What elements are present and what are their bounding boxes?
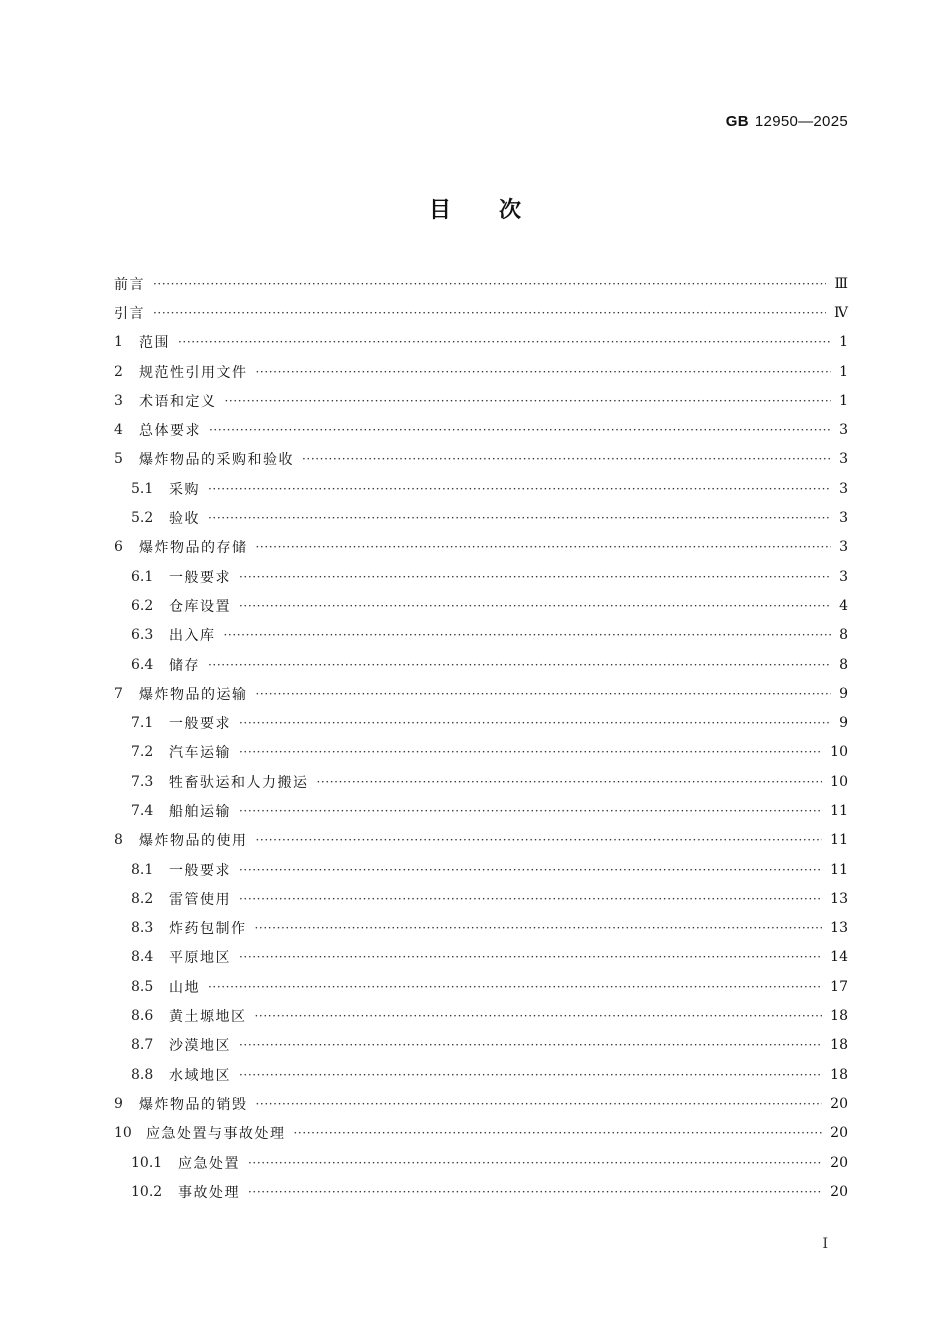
toc-entry-page: 3 <box>839 480 848 497</box>
toc-entry-label: 应急处置 <box>178 1155 240 1172</box>
toc-entry-number: 6.4 <box>131 656 154 673</box>
dot-leader <box>239 892 822 906</box>
dot-leader <box>239 1068 822 1082</box>
toc-entry-page: 3 <box>839 539 848 556</box>
dot-leader <box>178 335 831 349</box>
dot-leader <box>153 277 826 291</box>
toc-entry-label: 牲畜驮运和人力搬运 <box>169 774 309 791</box>
toc-entry[interactable] <box>114 738 848 767</box>
dot-leader <box>255 921 823 935</box>
toc-entry-page: 14 <box>830 949 848 966</box>
dot-leader <box>239 1038 822 1052</box>
toc-entry[interactable] <box>114 328 848 357</box>
toc-entry[interactable] <box>114 650 848 679</box>
toc-entry-number: 8.2 <box>131 890 154 907</box>
toc-entry-label: 一般要求 <box>169 862 231 879</box>
toc-entry-number: 7 <box>114 685 123 702</box>
dot-leader <box>294 1126 823 1140</box>
toc-entry-number: 7.1 <box>131 715 154 732</box>
dot-leader <box>153 306 826 320</box>
toc-entry-number: 2 <box>114 363 123 380</box>
toc-entry-label: 范围 <box>139 335 170 352</box>
toc-entry-label: 仓库设置 <box>169 598 231 615</box>
toc-entry-number: 10.1 <box>131 1154 163 1171</box>
toc-entry-label: 总体要求 <box>139 423 201 440</box>
toc-entry-label: 出入库 <box>169 628 216 645</box>
toc-entry-page: Ⅳ <box>834 304 848 321</box>
toc-entry-number: 8.8 <box>131 1066 154 1083</box>
toc-entry-number: 8.6 <box>131 1008 154 1025</box>
toc-entry[interactable] <box>114 533 848 562</box>
toc-entry-label: 采购 <box>169 481 200 498</box>
toc-entry-number: 6.2 <box>131 597 154 614</box>
toc-entry-number: 7.2 <box>131 744 154 761</box>
toc-entry-page: 10 <box>830 773 848 790</box>
toc-entry-page: 8 <box>839 627 848 644</box>
dot-leader <box>239 804 822 818</box>
dot-leader <box>256 1097 823 1111</box>
toc-entry[interactable] <box>114 708 848 737</box>
toc-entry-page: 10 <box>830 744 848 761</box>
toc-entry-page: 17 <box>830 978 848 995</box>
toc-entry-page: 9 <box>839 685 848 702</box>
dot-leader <box>208 658 831 672</box>
toc-entry-page: 3 <box>839 422 848 439</box>
toc-entry-label: 一般要求 <box>169 716 231 733</box>
toc-entry[interactable] <box>114 298 848 327</box>
toc-entry-page: 3 <box>839 568 848 585</box>
toc-entry-page: 9 <box>839 715 848 732</box>
toc-entry-label: 水域地区 <box>169 1067 231 1084</box>
toc-entry-page: Ⅲ <box>834 275 848 292</box>
toc-entry[interactable] <box>114 826 848 855</box>
dot-leader <box>302 452 831 466</box>
toc-entry-label: 平原地区 <box>169 950 231 967</box>
toc-entry-number: 6.1 <box>131 568 154 585</box>
toc-entry-label: 炸药包制作 <box>169 921 247 938</box>
toc-entry-page: 20 <box>830 1154 848 1171</box>
toc-entry-label: 沙漠地区 <box>169 1038 231 1055</box>
toc-entry[interactable] <box>114 503 848 532</box>
toc-entry-page: 20 <box>830 1095 848 1112</box>
toc-entry[interactable] <box>114 679 848 708</box>
toc-entry-label: 引言 <box>114 305 145 322</box>
toc-entry-number: 8 <box>114 832 123 849</box>
dot-leader <box>256 365 832 379</box>
dot-leader <box>239 950 822 964</box>
toc-entry-number: 9 <box>114 1095 123 1112</box>
toc-entry-label: 储存 <box>169 657 200 674</box>
toc-entry[interactable] <box>114 269 848 298</box>
toc-entry-number: 8.1 <box>131 861 154 878</box>
toc-entry-number: 8.4 <box>131 949 154 966</box>
toc-entry[interactable] <box>114 855 848 884</box>
dot-leader <box>209 423 831 437</box>
toc-entry[interactable] <box>114 386 848 415</box>
toc-entry[interactable] <box>114 591 848 620</box>
toc-entry-label: 爆炸物品的运输 <box>139 686 248 703</box>
toc-entry-number: 7.4 <box>131 802 154 819</box>
toc-entry-page: 4 <box>839 597 848 614</box>
toc-entry[interactable] <box>114 1031 848 1060</box>
toc-entry-label: 爆炸物品的销毁 <box>139 1096 248 1113</box>
toc-entry-page: 18 <box>830 1037 848 1054</box>
toc-entry[interactable] <box>114 767 848 796</box>
toc-entry-page: 1 <box>839 392 848 409</box>
toc-entry-label: 事故处理 <box>178 1184 240 1201</box>
toc-entry-label: 规范性引用文件 <box>139 364 248 381</box>
toc-entry-page: 13 <box>830 920 848 937</box>
toc-entry-number: 8.3 <box>131 920 154 937</box>
dot-leader <box>256 687 832 701</box>
toc-entry-number: 1 <box>114 334 123 351</box>
toc-title: 目次 <box>428 198 569 223</box>
toc-entry-number: 3 <box>114 392 123 409</box>
toc-entry-number: 10 <box>114 1125 132 1142</box>
toc-entry-label: 黄土塬地区 <box>169 1009 247 1026</box>
toc-entry-number: 6 <box>114 539 123 556</box>
toc-entry-page: 3 <box>839 510 848 527</box>
dot-leader <box>256 540 832 554</box>
toc-entry-number: 5.2 <box>131 510 154 527</box>
dot-leader <box>248 1185 822 1199</box>
dot-leader <box>239 863 822 877</box>
dot-leader <box>239 570 831 584</box>
dot-leader <box>255 1009 823 1023</box>
toc-entry[interactable] <box>114 1001 848 1030</box>
toc-entry-label: 前言 <box>114 276 145 293</box>
toc-entry-number: 5 <box>114 451 123 468</box>
toc-entry-label: 爆炸物品的采购和验收 <box>139 452 294 469</box>
standard-code <box>726 113 848 130</box>
dot-leader <box>208 980 822 994</box>
toc-entry-page: 1 <box>839 363 848 380</box>
toc-entry-number: 7.3 <box>131 773 154 790</box>
standard-number: 12950—2025 <box>754 113 848 130</box>
toc-entry-page: 1 <box>839 334 848 351</box>
toc-entry-label: 爆炸物品的存储 <box>139 540 248 557</box>
toc-entry[interactable] <box>114 445 848 474</box>
toc-entry[interactable] <box>114 1089 848 1118</box>
toc-entry-label: 一般要求 <box>169 569 231 586</box>
dot-leader <box>239 716 831 730</box>
toc-entry-page: 8 <box>839 656 848 673</box>
standard-prefix: GB <box>725 113 749 130</box>
toc-entry[interactable] <box>114 943 848 972</box>
dot-leader <box>225 394 832 408</box>
toc-entry-number: 5.1 <box>131 480 154 497</box>
toc-entry-page: 11 <box>830 832 848 849</box>
toc-entry-number: 8.7 <box>131 1037 154 1054</box>
toc-entry[interactable] <box>114 972 848 1001</box>
dot-leader <box>239 745 822 759</box>
toc-entry[interactable] <box>114 474 848 503</box>
toc-entry-page: 13 <box>830 890 848 907</box>
toc-entry[interactable] <box>114 1060 848 1089</box>
dot-leader <box>224 628 832 642</box>
toc-entry-page: 11 <box>830 802 848 819</box>
dot-leader <box>317 775 823 789</box>
toc-entry-page: 11 <box>830 861 848 878</box>
dot-leader <box>208 511 831 525</box>
toc-entry[interactable] <box>114 415 848 444</box>
toc-entry-number: 4 <box>114 422 123 439</box>
page-number: I <box>822 1236 828 1252</box>
toc-entry-page: 18 <box>830 1008 848 1025</box>
toc-entry[interactable] <box>114 796 848 825</box>
toc-entry[interactable] <box>114 1177 848 1206</box>
toc-entry[interactable] <box>114 914 848 943</box>
toc-entry[interactable] <box>114 562 848 591</box>
toc-entry-label: 验收 <box>169 511 200 528</box>
dot-leader <box>239 599 831 613</box>
toc-entry-page: 20 <box>830 1183 848 1200</box>
toc-entry[interactable] <box>114 621 848 650</box>
toc-entry-label: 汽车运输 <box>169 745 231 762</box>
toc-entry-page: 20 <box>830 1125 848 1142</box>
toc-entry-number: 8.5 <box>131 978 154 995</box>
toc-entry-label: 应急处置与事故处理 <box>146 1126 286 1143</box>
toc-entry-number: 10.2 <box>131 1183 163 1200</box>
dot-leader <box>248 1156 822 1170</box>
dot-leader <box>208 482 831 496</box>
toc-entry-number: 6.3 <box>131 627 154 644</box>
dot-leader <box>256 833 823 847</box>
toc-entry[interactable] <box>114 357 848 386</box>
toc-entry[interactable] <box>114 884 848 913</box>
toc-entry[interactable] <box>114 1119 848 1148</box>
toc-entry[interactable] <box>114 1148 848 1177</box>
toc-entry-label: 船舶运输 <box>169 803 231 820</box>
toc-entry-page: 3 <box>839 451 848 468</box>
toc-entry-label: 术语和定义 <box>139 393 217 410</box>
toc-entry-label: 雷管使用 <box>169 891 231 908</box>
toc-entry-page: 18 <box>830 1066 848 1083</box>
toc-entry-label: 山地 <box>169 979 200 996</box>
table-of-contents <box>114 269 848 1207</box>
toc-entry-label: 爆炸物品的使用 <box>139 833 248 850</box>
